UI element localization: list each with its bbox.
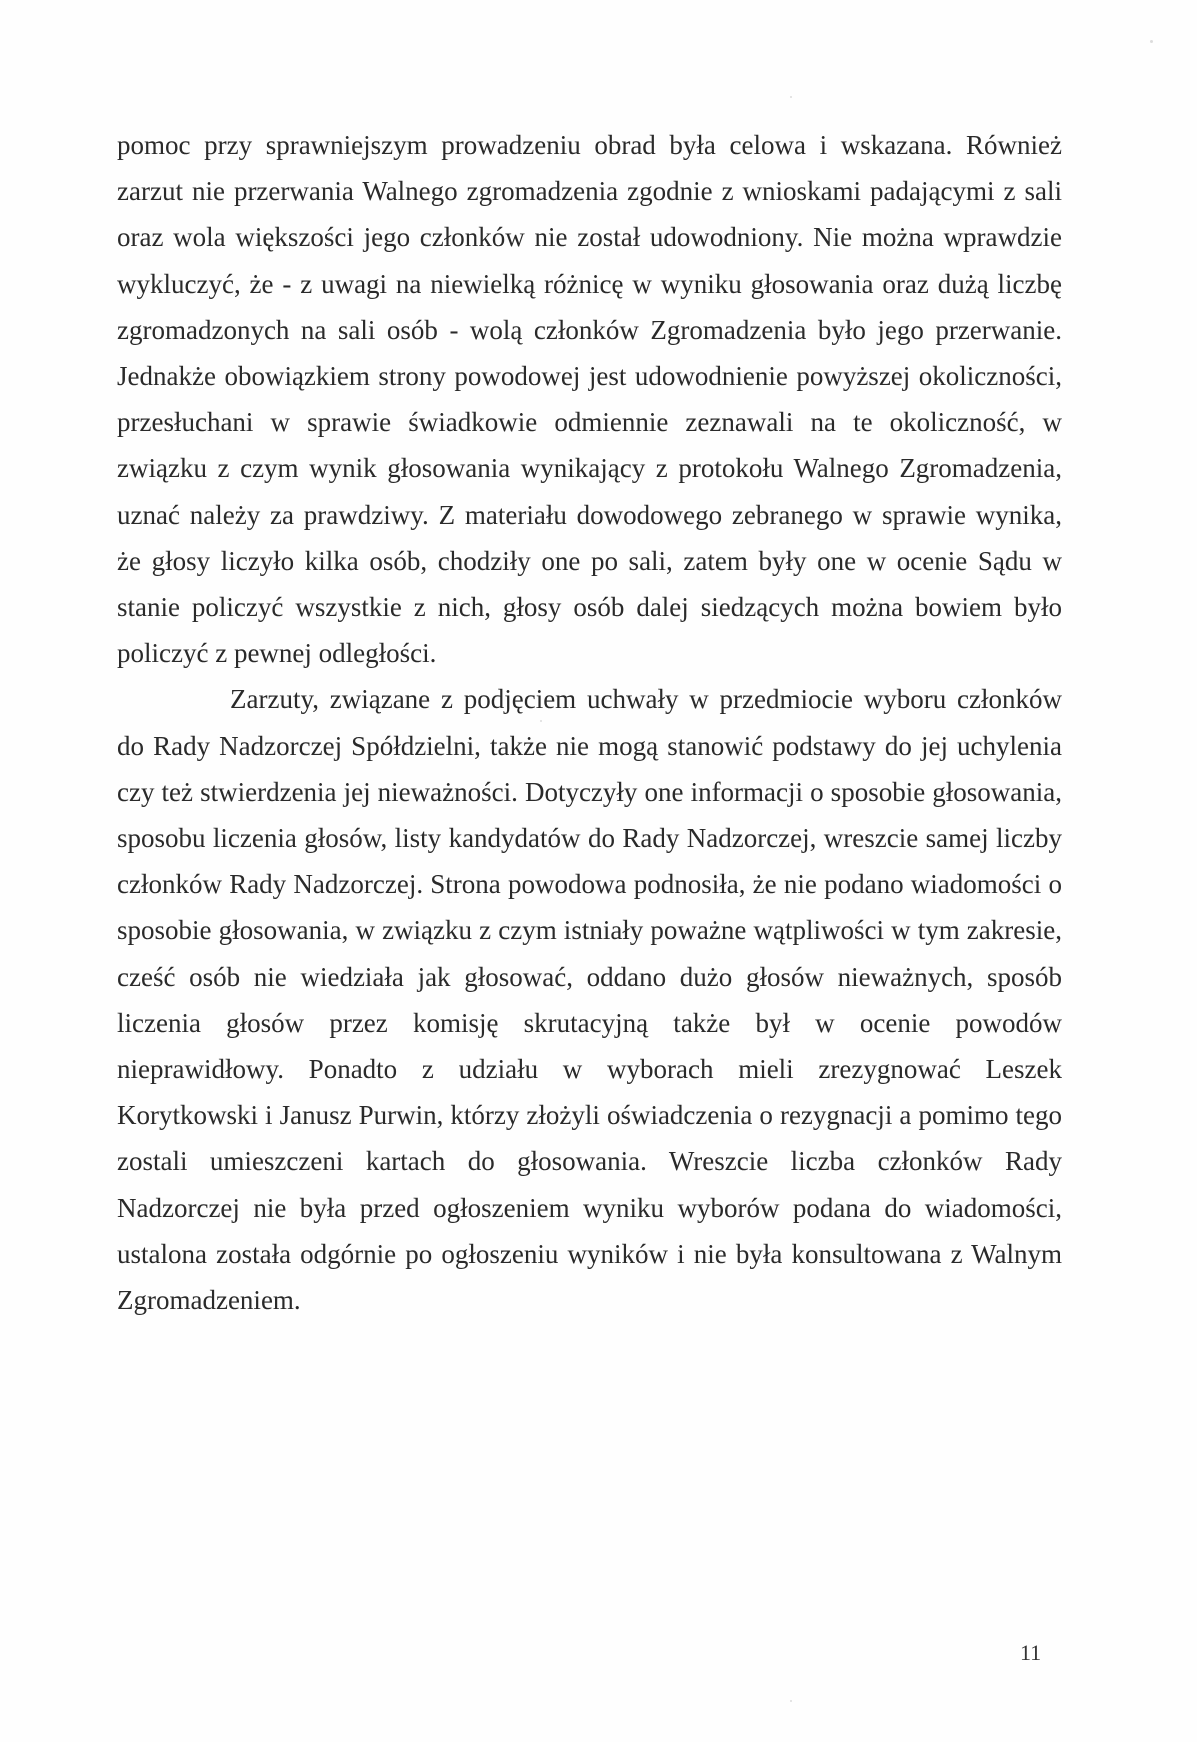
scan-speck (790, 1700, 792, 1702)
scan-speck (1150, 40, 1153, 43)
document-body (117, 122, 1062, 1323)
paragraph-1: pomoc przy sprawniejszym prowadzeniu obrad była celowa i wskazana. Również zarzut nie przerwania Walnego zgromadzenia zgodnie z wnioskami padającymi z sali oraz wola większości jego członków nie został udowodniony. Nie można wprawdzie wykluczyć, że - z uwagi na niewielką różnicę w wyniku głosowania oraz dużą liczbę zgromadzonych na sali osób - wolą członków Zgromadzenia było jego przerwanie. Jednakże obowiązkiem strony powodowej jest udowodnienie powyższej okoliczności, przesłuchani w sprawie świadkowie odmiennie zeznawali na te okoliczność, w związku z czym wynik głosowania wynikający z protokołu Walnego Zgromadzenia, uznać należy za prawdziwy. Z materiału dowodowego zebranego w sprawie wynika, że głosy liczyło kilka osób, chodziły one po sali, zatem były one w ocenie Sądu w stanie policzyć wszystkie z nich, głosy osób dalej siedzących można bowiem było policzyć z pewnej odległości. (117, 130, 1062, 669)
scan-speck (790, 96, 792, 98)
page-number: 11 (1020, 1640, 1042, 1665)
paragraph-2: Zarzuty, związane z podjęciem uchwały w przedmiocie wyboru członków do Rady Nadzorczej Spółdzielni, także nie mogą stanowić podstawy do jej uchylenia czy też stwierdzenia jej nieważności. Dotyczyły one informacji o sposobie głosowania, sposobu liczenia głosów, listy kandydatów do Rady Nadzorczej, wreszcie samej liczby członków Rady Nadzorczej. Strona powodowa podnosiła, że nie podano wiadomości o sposobie głosowania, w związku z czym istniały poważne wątpliwości w tym zakresie, cześć osób nie wiedziała jak głosować, oddano dużo głosów nieważnych, sposób liczenia głosów przez komisję skrutacyjną także był w ocenie powodów nieprawidłowy. Ponadto z udziału w wyborach mieli zrezygnować Leszek Korytkowski i Janusz Purwin, którzy złożyli oświadczenia o rezygnacji a pomimo tego zostali umieszczeni kartach do głosowania. Wreszcie liczba członków Rady Nadzorczej nie była przed ogłoszeniem wyniku wyborów podana do wiadomości, ustalona została odgórnie po ogłoszeniu wyników i nie była konsultowana z Walnym Zgromadzeniem. (117, 684, 1062, 1316)
